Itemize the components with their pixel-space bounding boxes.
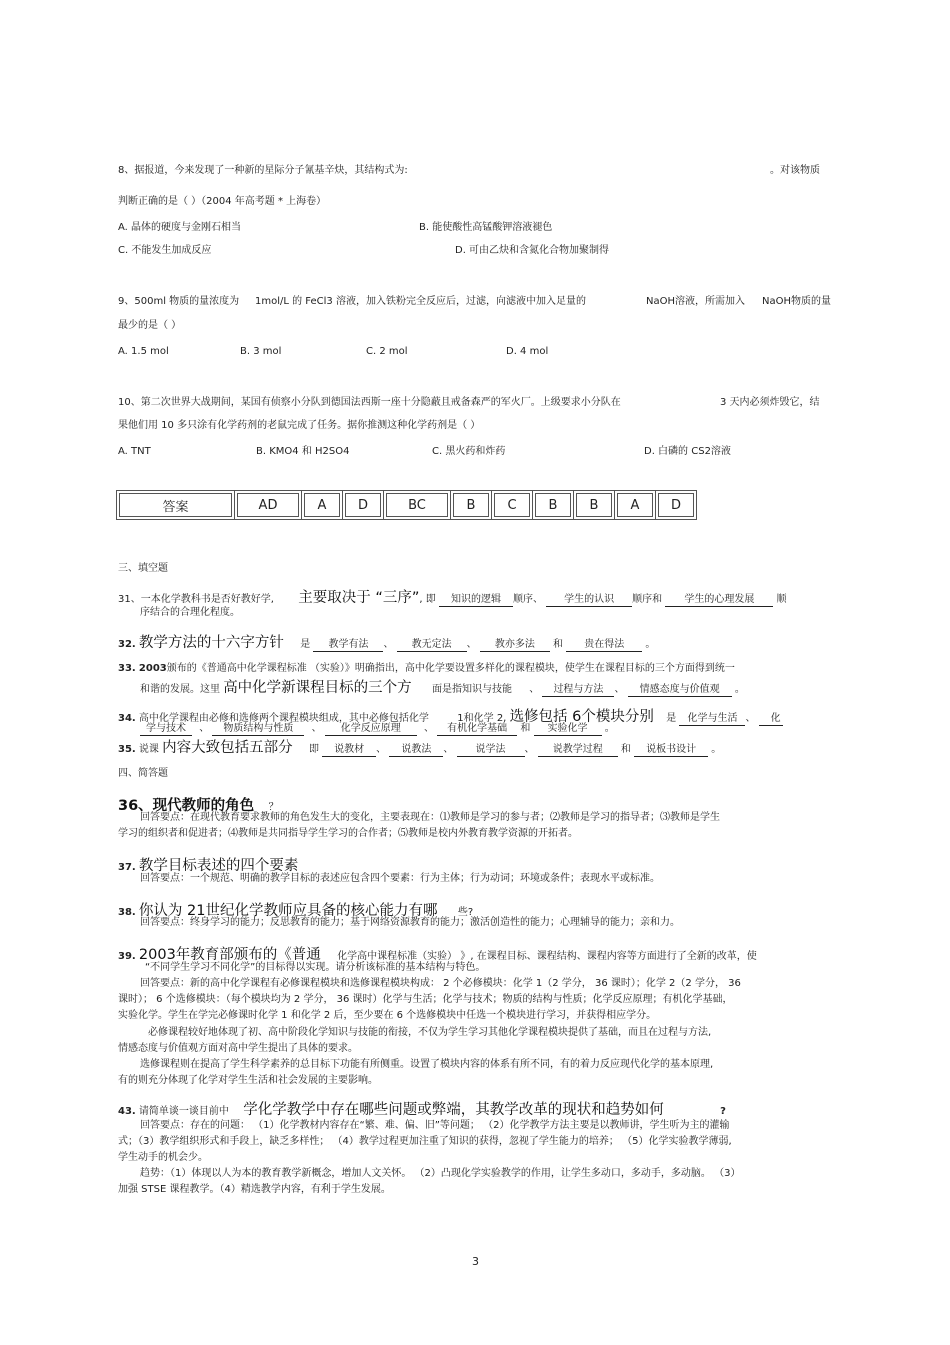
q39-answer-line2: 课时）； 6 个选修模块：（每个模块均为 2 学分， 36 课时）化学与生活；化学与技术；物质的结构与性质；化学反应原理；有机化学基础， [118, 994, 733, 1005]
q34-blank-5: 有机化学基础 [437, 723, 517, 736]
q34-blank-2-end: 学与技术 [140, 723, 192, 736]
q35-blank-3: 说学法 [457, 744, 525, 757]
q43-answer-line4: 趋势：（1）体现以人为本的教育教学新概念，增加人文关怀。 （2）凸现化学实验教学的作用，让学生多动口，多动手，多动脑。 （3） [140, 1168, 741, 1179]
q10-line2: 果他们用 10 多只涂有化学药剂的老鼠完成了任务。据你推测这种化学药剂是（ ） [118, 420, 481, 431]
q9-option-c: C. 2 mol [366, 346, 408, 357]
q31-blank-2: 学生的认识 [546, 594, 632, 607]
q35-text: 和 [620, 744, 631, 755]
q36-answer-line2: 学习的组织者和促进者；⑷教师是共同指导学生学习的合作者；⑸教师是校内外教育教学资源的开拓者。 [118, 828, 578, 839]
answer-table [116, 490, 697, 520]
q33-key-phrase: 高中化学新课程目标的三个方 [223, 680, 412, 696]
q33-line2: 和谐的发展。这里 高中化学新课程目标的三个方 面是指知识与技能 、 过程与方法 、 情感态度与价值观 。 [140, 680, 745, 696]
q34-blank-4: 化学反应原理 [325, 723, 417, 736]
q32-blank-2: 教无定法 [397, 639, 467, 652]
q34-key-phrase: 选修包括 6个模块分别 [509, 709, 654, 725]
q31-text: , 即 [419, 594, 436, 605]
section-heading-fill-blank: 三、填空题 [118, 563, 168, 574]
q32-key-phrase: 教学方法的十六字方针 [138, 635, 284, 651]
q35-key-phrase: 内容大致包括五部分 [162, 740, 293, 756]
q9-option-d: D. 4 mol [506, 346, 549, 357]
q33-blank-1: 过程与方法 [542, 684, 614, 697]
answer-cell: AD [235, 491, 302, 520]
q38-text: 些? [457, 907, 474, 918]
q36-key-phrase: 36、现代教师的角色 [118, 798, 255, 814]
q34-text: 是 [666, 713, 677, 724]
q31-text: 顺序、 [512, 594, 543, 605]
q8-line1: 8、据报道，今来发现了一种新的星际分子氰基辛炔，其结构式为: [118, 165, 408, 176]
q33-text: 。 [734, 684, 745, 695]
q35-blank-2: 说教法 [389, 744, 443, 757]
q39-answer-line7: 有的则充分体现了化学对学生生活和社会发展的主要影响。 [118, 1075, 378, 1086]
q9-line1d: NaOH物质的量 [762, 296, 831, 307]
q33-text: 颁布的《普通高中化学课程标准 （实验）》明确指出，高中化学要设置多样化的课程模块，使学生在课程目标的三个方面得到统一 [166, 663, 735, 674]
table-row [117, 491, 697, 520]
q9-option-b: B. 3 mol [240, 346, 282, 357]
q43-text: ? [720, 1106, 726, 1117]
q34-blank-2-start: 化 [759, 713, 783, 726]
q31-text: 31、一本化学教科书是否好教好学, [118, 594, 274, 605]
q37-answer: 回答要点：一个规范、明确的教学目标的表述应包含四个要素：行为主体；行为动词；环境或条件；表现水平或标准。 [140, 873, 660, 884]
q34-blank-6: 实验化学 [534, 723, 602, 736]
q9-line1a: 9、500ml 物质的量浓度为 [118, 296, 240, 307]
q8-option-b: B. 能使酸性高锰酸钾溶液褪色 [419, 222, 553, 233]
q10-option-d: D. 白磷的 CS2溶液 [644, 446, 731, 457]
q35-text: 。 [711, 744, 722, 755]
answer-cell: D [343, 491, 384, 520]
q32-text: 。 [645, 639, 656, 650]
q39-number: 39. [118, 951, 136, 962]
q8-option-c: C. 不能发生加成反应 [118, 245, 212, 256]
q8-line1-end: 。对该物质 [770, 165, 820, 176]
q32-text: 和 [553, 639, 564, 650]
q33-year: 2003 [138, 663, 167, 674]
q34-text: 。 [604, 723, 615, 734]
q8-line2: 判断正确的是（ ）（2004 年高考题 * 上海卷） [118, 196, 327, 207]
q8-option-a: A. 晶体的硬度与金刚石相当 [118, 222, 242, 233]
q43-text: 请简单谈一谈目前中 [138, 1106, 229, 1117]
q35-line: 35. 说课 内容大致包括五部分 即 说教材 、 说教法 、 说学法 、 说教学过程 和 说板书设计 。 [118, 740, 722, 756]
q35-text: 说课 [138, 744, 159, 755]
q39-answer-line6: 选修课程则在提高了学生科学素养的总目标下功能有所侧重。设置了模块内容的体系有所不同，有的着力反应现代化学的基本原理, [140, 1059, 714, 1070]
q9-line2: 最少的是（ ） [118, 320, 182, 331]
q31-text: 顺序和 [632, 594, 663, 605]
q9-line1c: NaOH溶液，所需加入 [646, 296, 745, 307]
q38-key-phrase: 你认为 21世纪化学教师应具备的核心能力有哪 [138, 903, 438, 919]
q34-text: 高中化学课程由必修和选修两个课程模块组成，其中必修包括化学 [138, 713, 429, 724]
answer-cell: C [492, 491, 533, 520]
q36-text: ？ [268, 802, 279, 813]
q31-blank-3: 学生的心理发展 [665, 594, 773, 607]
q10-line1b: 3 天内必须炸毁它，结 [720, 397, 820, 408]
q34-blank-3: 物质结构与性质 [212, 723, 304, 736]
q33-text: 和谐的发展。这里 [140, 684, 220, 695]
q32-text: 是 [300, 639, 311, 650]
q35-number: 35. [118, 744, 136, 755]
q34-line2: 学与技术 、 物质结构与性质 、 化学反应原理 、 有机化学基础 和 实验化学 。 [140, 723, 615, 736]
q10-option-a: A. TNT [118, 446, 151, 457]
q43-title [118, 1101, 726, 1119]
q36-answer-line1: 回答要点：在现代教育要求教师的角色发生大的变化，主要表现在：⑴教师是学习的参与者；⑵教师是学习的指导者；⑶教师是学生 [140, 812, 720, 823]
q10-option-c: C. 黑火药和炸药 [432, 446, 506, 457]
q34-blank-1: 化学与生活 [679, 713, 745, 726]
q35-blank-4: 说教学过程 [538, 744, 618, 757]
q39-key-phrase: 2003年教育部颁布的《普通 [138, 947, 321, 963]
q39-text: 化学高中课程标准（实验） 》, 在课程目标、课程结构、课程内容等方面进行了全新的改革，使 [337, 951, 757, 962]
q31-blank-1: 知识的逻辑 [439, 594, 513, 607]
q34-text: 和 [520, 723, 531, 734]
page-number: 3 [472, 1255, 479, 1268]
q34-line1: 34. 高中化学课程由必修和选修两个课程模块组成，其中必修包括化学 1和化学 2, 选修包括 6个模块分别 是 化学与生活 、 化 [118, 709, 781, 725]
q32-line: 32. 教学方法的十六字方针 是 教学有法 、 教无定法 、 教亦多法 和 贵在得法 。 [118, 635, 656, 651]
q32-blank-4: 贵在得法 [566, 639, 642, 652]
q34-text: 1和化学 2, [457, 713, 507, 724]
q32-blank-1: 教学有法 [313, 639, 383, 652]
q43-answer-line2: 式；（3）教学组织形式和手段上，缺乏多样性； （4）教学过程更加注重了知识的获得，忽视了学生能力的培养； （5）化学实验教学薄弱, [118, 1136, 732, 1147]
q8-option-d: D. 可由乙炔和含氮化合物加聚制得 [455, 245, 610, 256]
q33-line1 [118, 663, 735, 676]
q34-number: 34. [118, 713, 136, 724]
q43-answer-line3: 学生动手的机会少。 [118, 1152, 208, 1163]
q38-answer: 回答要点：终身学习的能力；反思教育的能力；基于网络资源教育的能力；激活创造性的能力；心理辅导的能力；亲和力。 [140, 917, 680, 928]
q35-blank-5: 说板书设计 [634, 744, 708, 757]
q37-number: 37. [118, 862, 136, 873]
q10-line1a: 10、第二次世界大战期间，某国有侦察小分队到德国法西斯一座十分隐蔽且戒备森严的军火厂。上级要求小分队在 [118, 397, 621, 408]
q33-blank-2: 情感态度与价值观 [628, 684, 732, 697]
answer-cell: BC [384, 491, 451, 520]
q32-number: 32. [118, 639, 136, 650]
q39-answer-line1: 回答要点：新的高中化学课程有必修课程模块和选修课程模块构成： 2 个必修模块：化学 1（2 学分， 36 课时）；化学 2（2 学分， 36 [140, 978, 741, 989]
q32-blank-3: 教亦多法 [480, 639, 550, 652]
answer-cell: D [656, 491, 697, 520]
q39-answer-line3: 实验化学。学生在学完必修课时化学 1 和化学 2 后，至少要在 6 个选修模块中任选一个模块进行学习，并获得相应学分。 [118, 1010, 657, 1021]
q31-text: 顺 [776, 594, 787, 605]
q38-number: 38. [118, 907, 136, 918]
q10-option-b: B. KMO4 和 H2SO4 [256, 446, 350, 457]
q9-option-a: A. 1.5 mol [118, 346, 169, 357]
q33-text: 面是指知识与技能 [432, 684, 513, 695]
answer-header-cell: 答案 [117, 491, 235, 520]
answer-cell: A [302, 491, 343, 520]
answer-cell: B [574, 491, 615, 520]
answer-cell: B [451, 491, 492, 520]
q31-key-phrase: 主要取决于 “三序” [298, 590, 420, 606]
q31-line1 [118, 589, 787, 607]
q33-number: 33. [118, 663, 136, 674]
q35-blank-1: 说教材 [322, 744, 376, 757]
q39-answer-line4: 必修课程较好地体现了初、高中阶段化学知识与技能的衔接，不仅为学生学习其他化学课程模块提供了基础，而且在过程与方法, [148, 1027, 712, 1038]
q39-line2: “不同学生学习不同化学”的目标得以实现。请分析该标准的基本结构与特色。 [145, 962, 486, 973]
answer-cell: A [615, 491, 656, 520]
q39-answer-line5: 情感态度与价值观方面对高中学生提出了具体的要求。 [118, 1043, 358, 1054]
q43-answer-line5: 加强 STSE 课程教学。（4）精选教学内容，有利于学生发展。 [118, 1184, 391, 1195]
q31-line2: 序结合的合理化程度。 [140, 607, 240, 618]
q43-key-phrase: 学化学教学中存在哪些问题或弊端，其教学改革的现状和趋势如何 [243, 1102, 664, 1118]
q43-number: 43. [118, 1106, 136, 1117]
q43-answer-line1: 回答要点：存在的问题： （1）化学教材内容存在“繁、难、偏、旧”等问题； （2）化学教学方法主要是以教师讲，学生听为主的灌输 [140, 1120, 730, 1131]
q37-key-phrase: 教学目标表述的四个要素 [138, 858, 299, 874]
answer-cell: B [533, 491, 574, 520]
q9-line1b: 1mol/L 的 FeCl3 溶液，加入铁粉完全反应后，过滤，向滤液中加入足量的 [255, 296, 586, 307]
section-heading-short-answer: 四、简答题 [118, 768, 168, 779]
q35-text: 即 [308, 744, 319, 755]
